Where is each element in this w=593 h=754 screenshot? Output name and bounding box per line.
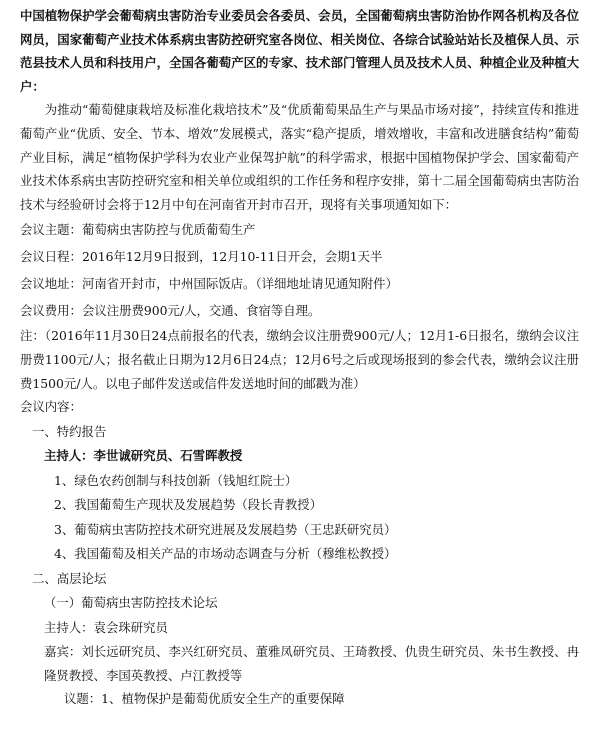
section-special-reports-host: 主持人：李世诚研究员、石雪晖教授 xyxy=(44,448,243,464)
forum-host: 主持人：袁会珠研究员 xyxy=(44,619,168,635)
section-forum-title: 二、高层论坛 xyxy=(32,570,107,586)
report-item-4: 4、我国葡萄及相关产品的市场动态调查与分析（穆维松教授） xyxy=(54,546,397,562)
meeting-schedule: 会议日程：2016年12月9日报到，12月10-11日开会，会期1天半 xyxy=(20,249,383,265)
notice-addressees: 中国植物保护学会葡萄病虫害防治专业委员会各委员、会员，全国葡萄病虫害防治协作网各机构及各位网员，国家葡萄产业技术体系病虫害防控研究室各岗位、相关岗位、各综合试验站站长及植保人员、示范县技术人员和科技用户，全国各葡萄产区的专家、技术部门管理人员及技术人员、种植企业及种植大户： xyxy=(20,8,579,94)
meeting-theme: 会议主题：葡萄病虫害防控与优质葡萄生产 xyxy=(20,222,256,238)
report-item-2: 2、我国葡萄生产现状及发展趋势（段长青教授） xyxy=(54,497,323,513)
notice-body-paragraph: 为推动“葡萄健康栽培及标准化栽培技术”及“优质葡萄果品生产与果品市场对接”，持续宣传和推进葡萄产业“优质、安全、节本、增效”发展模式，落实“稳产提质，增效增收，丰富和改进膳食结构”葡萄产业目标，满足“植物保护学科为农业产业保驾护航”的科学需求，根据中国植物保护学会、国家葡萄产业技术体系病虫害防控研究室和相关单位或组织的工作任务和程序安排，第十二届全国葡萄病虫害防治技术与经验研讨会将于12月中旬在河南省开封市召开，现将有关事项通知如下： xyxy=(20,102,579,212)
section-special-reports-title: 一、特约报告 xyxy=(32,423,107,439)
registration-fee-note: 注：（2016年11月30日24点前报名的代表，缴纳会议注册费900元/人；12月1-6日报名，缴纳会议注册费1100元/人；报名截止日期为12月6日24点；12月6号之后或现场报到的参会代表，缴纳会议注册费1500元/人。以电子邮件发送或信件发送地时间的邮戳为准） xyxy=(20,328,579,391)
forum-pest-control-title: （一）葡萄病虫害防控技术论坛 xyxy=(44,595,218,611)
forum-guests: 嘉宾：刘长远研究员、李兴红研究员、董雅凤研究员、王琦教授、仇贵生研究员、朱书生教授、冉隆贤教授、李国英教授、卢江教授等 xyxy=(44,644,579,683)
forum-topic: 议题：1、植物保护是葡萄优质安全生产的重要保障 xyxy=(64,691,345,707)
report-item-1: 1、绿色农药创制与科技创新（钱旭红院士） xyxy=(54,472,298,488)
meeting-content-heading: 会议内容： xyxy=(20,399,82,415)
report-item-3: 3、葡萄病虫害防控技术研究进展及发展趋势（王忠跃研究员） xyxy=(54,521,397,537)
meeting-fee: 会议费用：会议注册费900元/人，交通、食宿等自理。 xyxy=(20,303,321,319)
meeting-location: 会议地址：河南省开封市，中州国际饭店。（详细地址请见通知附件） xyxy=(20,276,398,292)
